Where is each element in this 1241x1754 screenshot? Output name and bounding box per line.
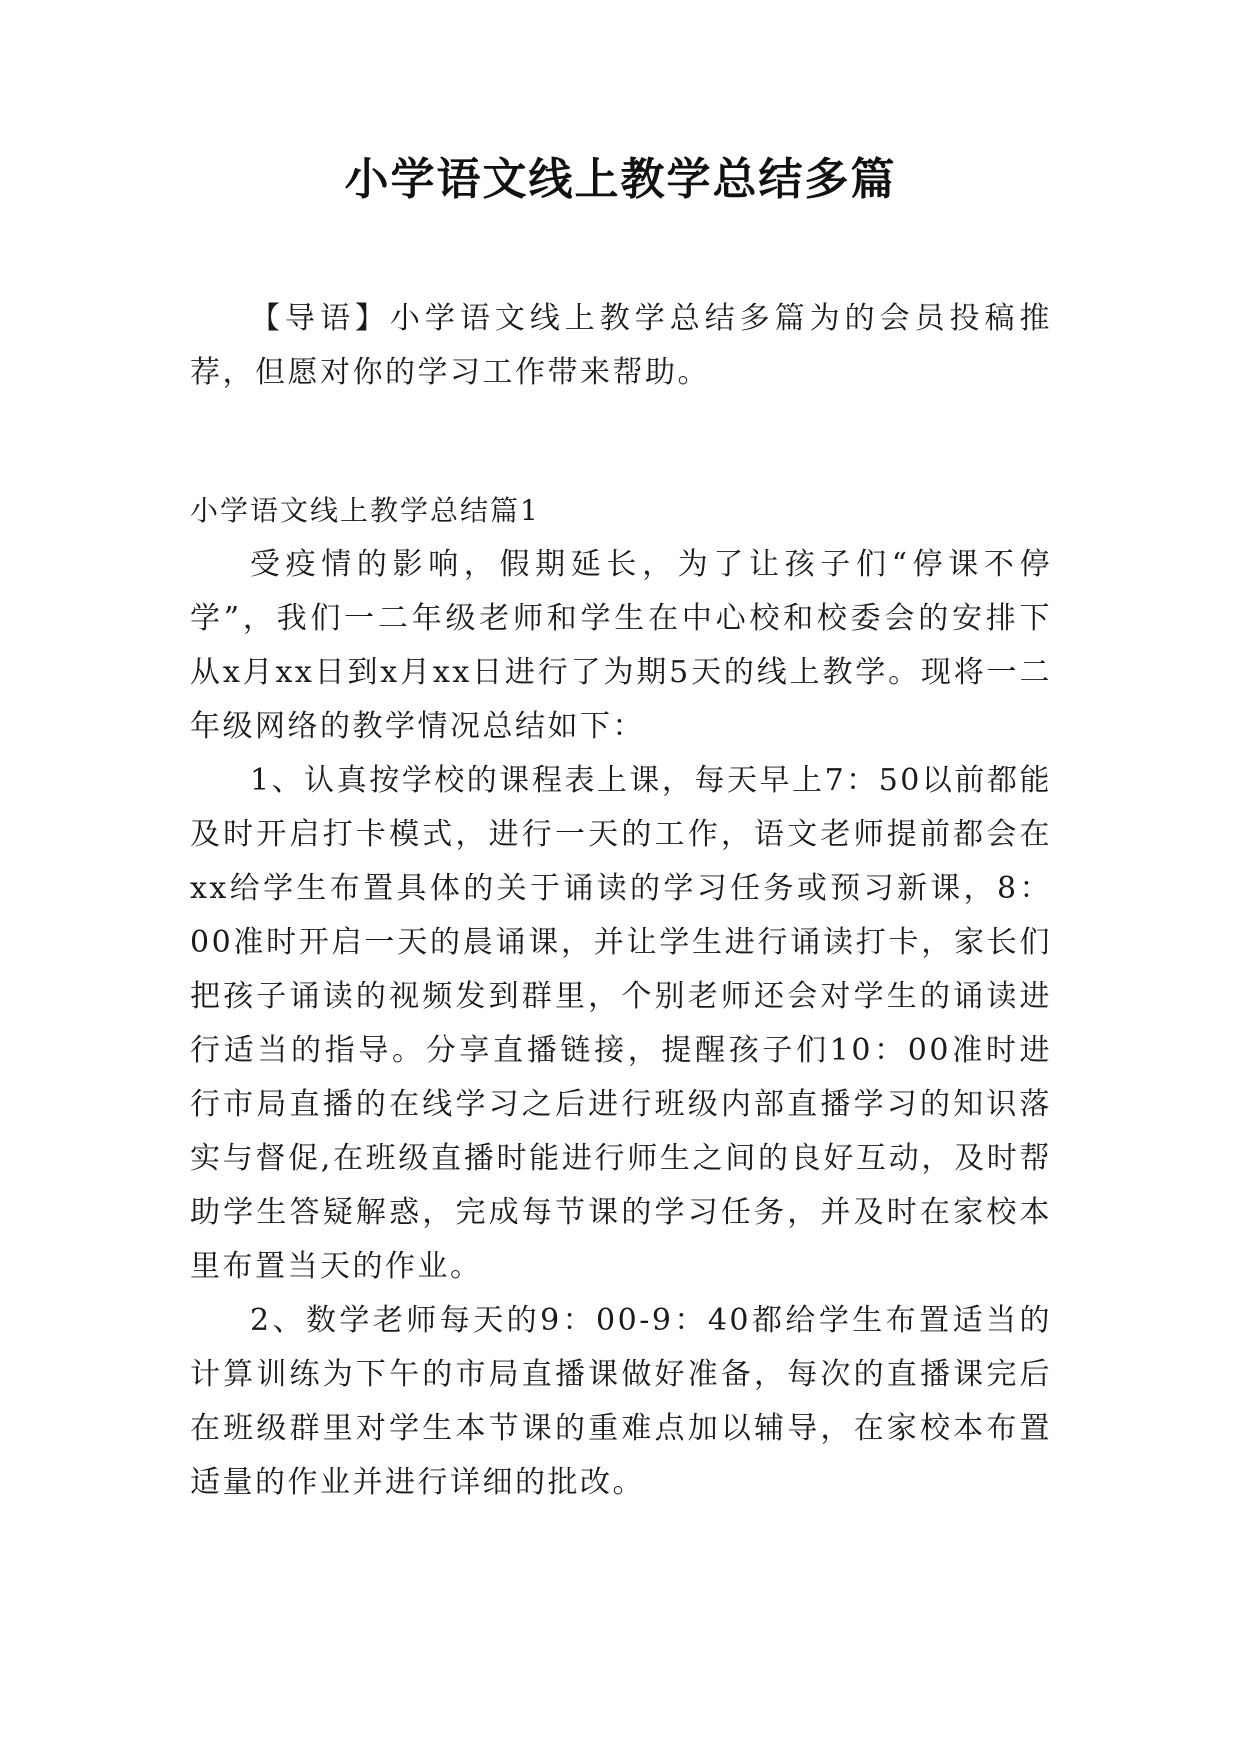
body-paragraph: 2、数学老师每天的9：00-9：40都给学生布置适当的计算训练为下午的市局直播课做好准备，每次的直播课完后在班级群里对学生本节课的重难点加以辅导，在家校本布置适量的作业并进行详细的批改。 [190,1303,1052,1500]
document-title: 小学语文线上教学总结多篇 [344,154,897,205]
section-heading: 小学语文线上教学总结篇1 [190,494,540,527]
body-paragraph: 1、认真按学校的课程表上课，每天早上7：50以前都能及时开启打卡模式，进行一天的工作，语文老师提前都会在xx给学生布置具体的关于诵读的学习任务或预习新课，8：00准时开启一天的晨诵课，并让学生进行诵读打卡，家长们把孩子诵读的视频发到群里，个别老师还会对学生的诵读进行适当的指导。分享直播链接，提醒孩子们10：00准时进行市局直播的在线学习之后进行班级内部直播学习的知识落实与督促,在班级直播时能进行师生之间的良好互动，及时帮助学生答疑解惑，完成每节课的学习任务，并及时在家校本里布置当天的作业。 [190,763,1052,1284]
document-body [190,292,1052,1510]
intro-paragraph: 【导语】小学语文线上教学总结多篇为的会员投稿推荐，但愿对你的学习工作带来帮助。 [190,301,1052,390]
body-paragraph: 受疫情的影响，假期延长，为了让孩子们“停课不停学”，我们一二年级老师和学生在中心校和校委会的安排下从x月xx日到x月xx日进行了为期5天的线上教学。现将一二年级网络的教学情况总结如下： [190,547,1052,744]
